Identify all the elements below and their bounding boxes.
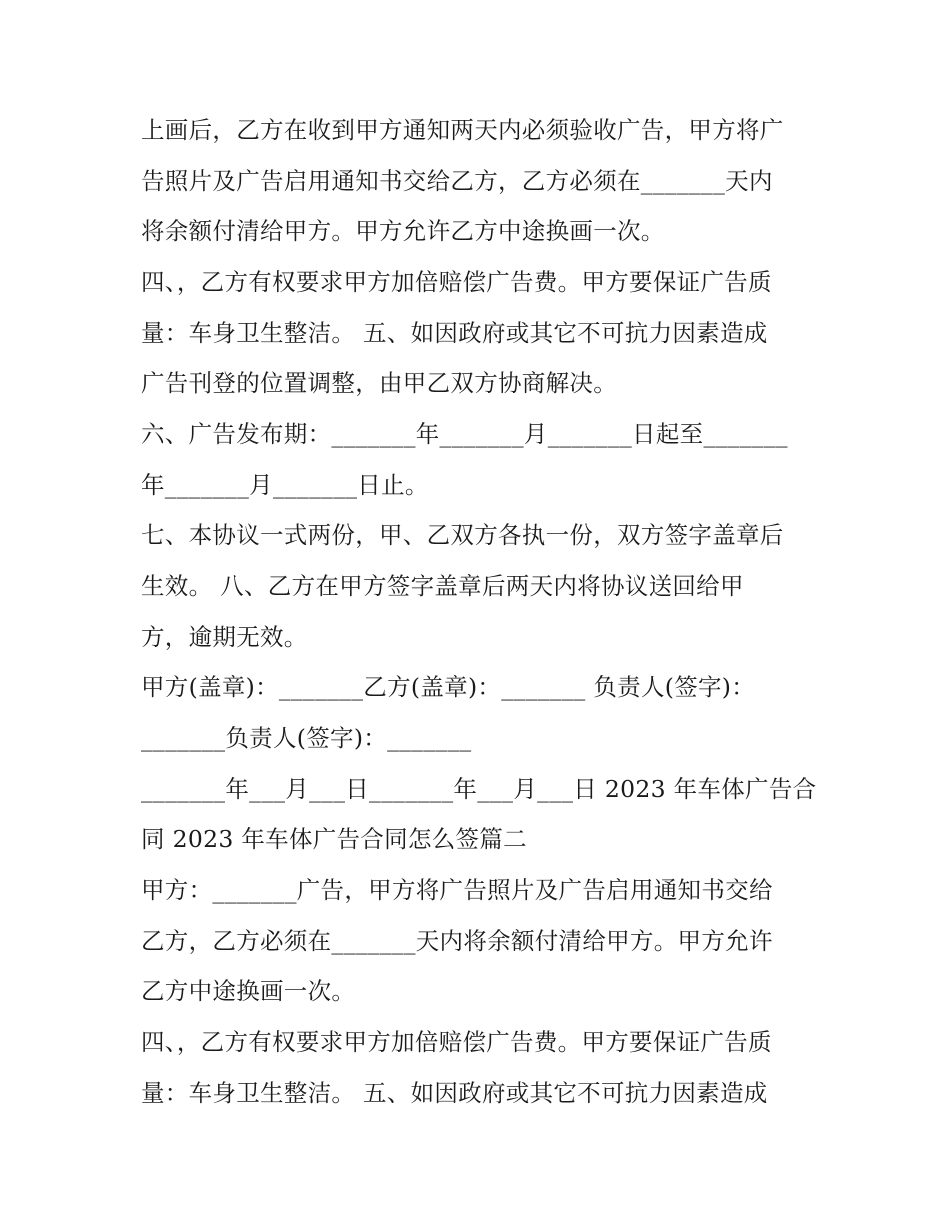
text-line: 将余额付清给甲方。甲方允许乙方中途换画一次。	[141, 217, 665, 245]
text-line: 乙方，乙方必须在_______天内将余额付清给甲方。甲方允许	[141, 927, 773, 955]
text-line: 上画后，乙方在收到甲方通知两天内必须验收广告，甲方将广	[141, 116, 784, 144]
text-line: 七、本协议一式两份，甲、乙双方各执一份，双方签字盖章后	[141, 521, 784, 549]
text-line: 六、广告发布期：_______年_______月_______日起至_______	[141, 420, 788, 448]
text-line: 乙方中途换画一次。	[141, 977, 356, 1005]
text-line: 量：车身卫生整洁。 五、如因政府或其它不可抗力因素造成	[141, 1079, 768, 1107]
text-line: 量：车身卫生整洁。 五、如因政府或其它不可抗力因素造成	[141, 319, 768, 347]
text-line: 四、，乙方有权要求甲方加倍赔偿广告费。甲方要保证广告质	[141, 268, 772, 296]
text-line: _______负责人(签字)：_______	[141, 724, 472, 752]
text-line: 生效。 八、乙方在甲方签字盖章后两天内将协议送回给甲	[141, 572, 744, 600]
text-line: 方，逾期无效。	[141, 623, 308, 651]
text-line: _______年___月___日_______年___月___日 2023 年车体广告合	[141, 775, 817, 803]
text-line: 甲方：_______广告，甲方将广告照片及广告启用通知书交给	[141, 876, 773, 904]
text-line: 甲方(盖章)：_______乙方(盖章)：_______ 负责人(签字)：	[141, 673, 756, 701]
text-line: 同 2023 年车体广告合同怎么签篇二	[141, 825, 527, 853]
text-line: 年_______月_______日止。	[141, 471, 429, 499]
text-line: 告照片及广告启用通知书交给乙方，乙方必须在_______天内	[141, 167, 773, 195]
text-line: 广告刊登的位置调整，由甲乙双方协商解决。	[141, 369, 617, 397]
text-line: 四、，乙方有权要求甲方加倍赔偿广告费。甲方要保证广告质	[141, 1028, 772, 1056]
